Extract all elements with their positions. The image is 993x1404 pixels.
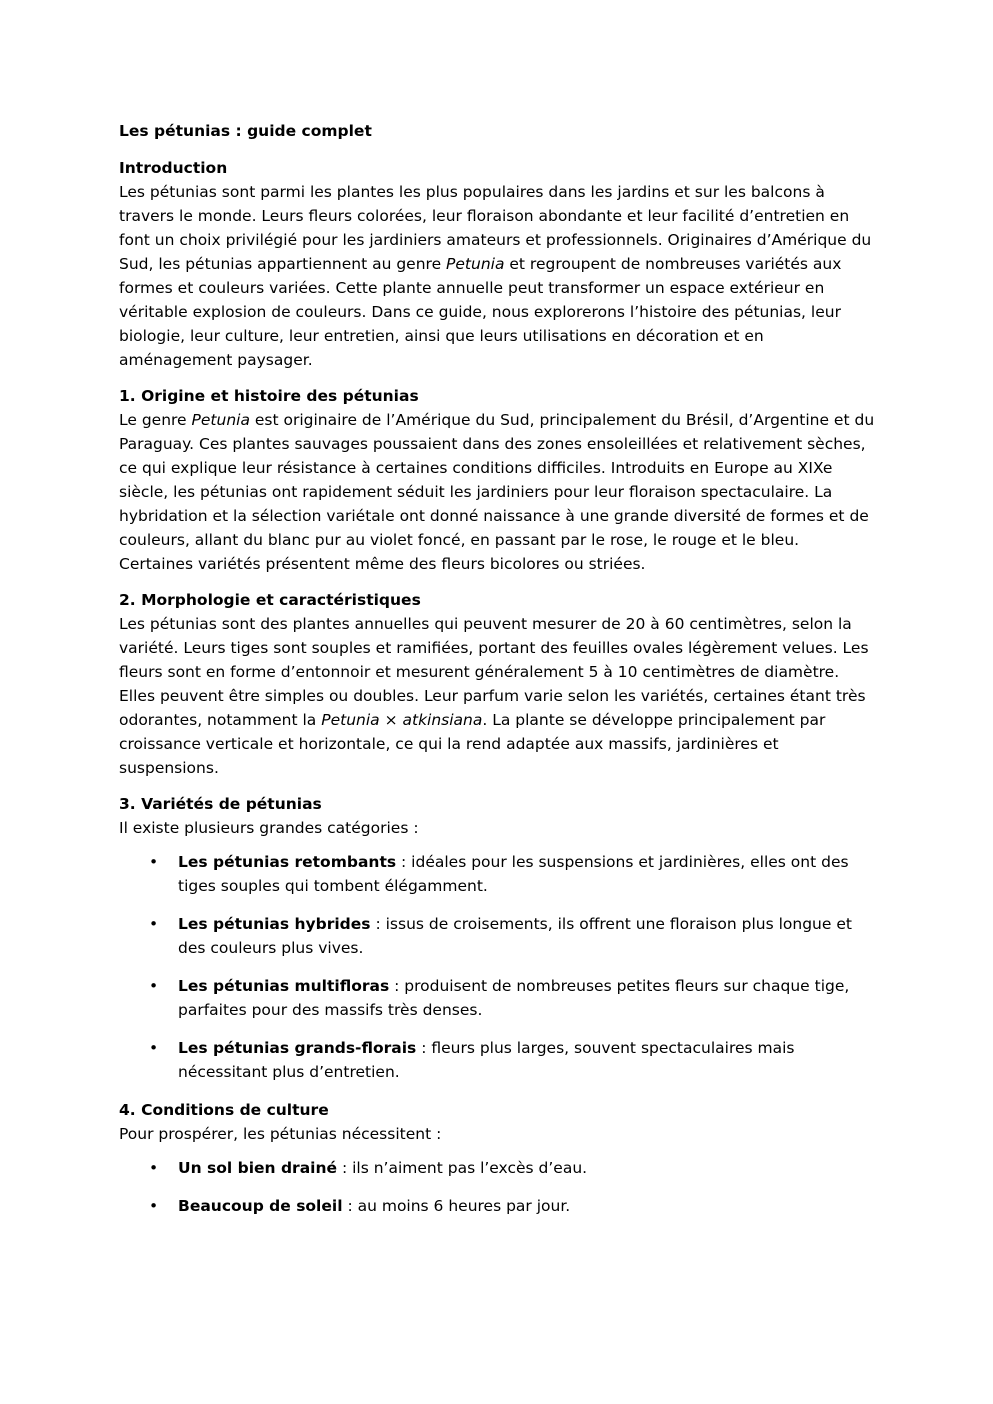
bullet-label: Les pétunias grands-florais [178, 1039, 417, 1057]
section-heading-conditions: 4. Conditions de culture [119, 1101, 329, 1119]
text-run: Les pétunias sont parmi les plantes les plus populaires dans les jardins et sur les balcons à travers le monde. Leurs fleurs colorées, leur floraison abondante et leur facilité d’entretien en font un choix privilégié pour les jardiniers amateurs et professionnels. Originaires d’Amérique du Sud, les pétunias appartiennent au genre [119, 183, 872, 273]
bullet-text: : au moins 6 heures par jour. [342, 1197, 571, 1215]
bullet-list-varietes [119, 850, 875, 1084]
bullet-text: : ils n’aiment pas l’excès d’eau. [337, 1159, 588, 1177]
section-heading-introduction: Introduction [119, 159, 228, 177]
text-run: Les pétunias sont des plantes annuelles qui peuvent mesurer de 20 à 60 centimètres, selon la variété. Leurs tiges sont souples et ramifiées, portant des feuilles ovales légèrement velues. Les fleurs sont en forme d’entonnoir et mesurent généralement 5 à 10 centimètres de diamètre. Elles peuvent être simples ou doubles. Leur parfum varie selon les variétés, certaines étant très odorantes, notamment la [119, 615, 869, 729]
list-item [149, 912, 875, 960]
bullet-label: Beaucoup de soleil [178, 1197, 343, 1215]
text-run-italic: Petunia [191, 411, 250, 429]
bullet-text: : idéales pour les suspensions et jardinières, elles ont des tiges souples qui tombent élégamment. [178, 853, 849, 895]
list-intro-varietes: Il existe plusieurs grandes catégories : [119, 819, 419, 837]
bullet-icon: • [149, 977, 159, 995]
bullet-label: Les pétunias retombants [178, 853, 397, 871]
bullet-label: Les pétunias hybrides [178, 915, 371, 933]
bullet-text: : produisent de nombreuses petites fleurs sur chaque tige, parfaites pour des massifs très denses. [178, 977, 850, 1019]
list-intro-conditions: Pour prospérer, les pétunias nécessitent : [119, 1125, 442, 1143]
text-run: et regroupent de nombreuses variétés aux formes et couleurs variées. Cette plante annuelle peut transformer un espace extérieur en véritable explosion de couleurs. Dans ce guide, nous explorerons l’histoire des pétunias, leur biologie, leur culture, leur entretien, ainsi que leurs utilisations en décoration et en aménagement paysager. [119, 255, 842, 369]
text-run-italic: Petunia [446, 255, 505, 273]
bullet-text: : issus de croisements, ils offrent une floraison plus longue et des couleurs plus vives. [178, 915, 852, 957]
paragraph-origine [119, 408, 875, 576]
bullet-icon: • [149, 1039, 159, 1057]
section-heading-origine: 1. Origine et histoire des pétunias [119, 387, 419, 405]
bullet-icon: • [149, 915, 159, 933]
bullet-icon: • [149, 1197, 159, 1215]
list-item [149, 1036, 875, 1084]
bullet-label: Les pétunias multifloras [178, 977, 390, 995]
list-item [149, 974, 875, 1022]
paragraph-introduction [119, 180, 875, 372]
section-heading-varietes: 3. Variétés de pétunias [119, 795, 322, 813]
bullet-icon: • [149, 1159, 159, 1177]
text-run-italic: Petunia × atkinsiana [321, 711, 483, 729]
section-heading-morphologie: 2. Morphologie et caractéristiques [119, 591, 421, 609]
list-item [149, 1194, 875, 1218]
text-run: . La plante se développe principalement par croissance verticale et horizontale, ce qui la rend adaptée aux massifs, jardinières et suspensions. [119, 711, 826, 777]
paragraph-morphologie [119, 612, 875, 780]
document-title: Les pétunias : guide complet [119, 122, 372, 140]
text-run: est originaire de l’Amérique du Sud, principalement du Brésil, d’Argentine et du Paraguay. Ces plantes sauvages poussaient dans des zones ensoleillées et relativement sèches, ce qui explique leur résistance à certaines conditions difficiles. Introduits en Europe au XIXe siècle, les pétunias ont rapidement séduit les jardiniers pour leur floraison spectaculaire. La hybridation et la sélection variétale ont donné naissance à une grande diversité de formes et de couleurs, allant du blanc pur au violet foncé, en passant par le rose, le rouge et le bleu. Certaines variétés présentent même des fleurs bicolores ou striées. [119, 411, 875, 573]
bullet-icon: • [149, 853, 159, 871]
text-run: Le genre [119, 411, 192, 429]
bullet-text: : fleurs plus larges, souvent spectaculaires mais nécessitant plus d’entretien. [178, 1039, 795, 1081]
list-item [149, 850, 875, 898]
bullet-label: Un sol bien drainé [178, 1159, 338, 1177]
list-item [149, 1156, 875, 1180]
bullet-list-conditions [119, 1156, 875, 1218]
